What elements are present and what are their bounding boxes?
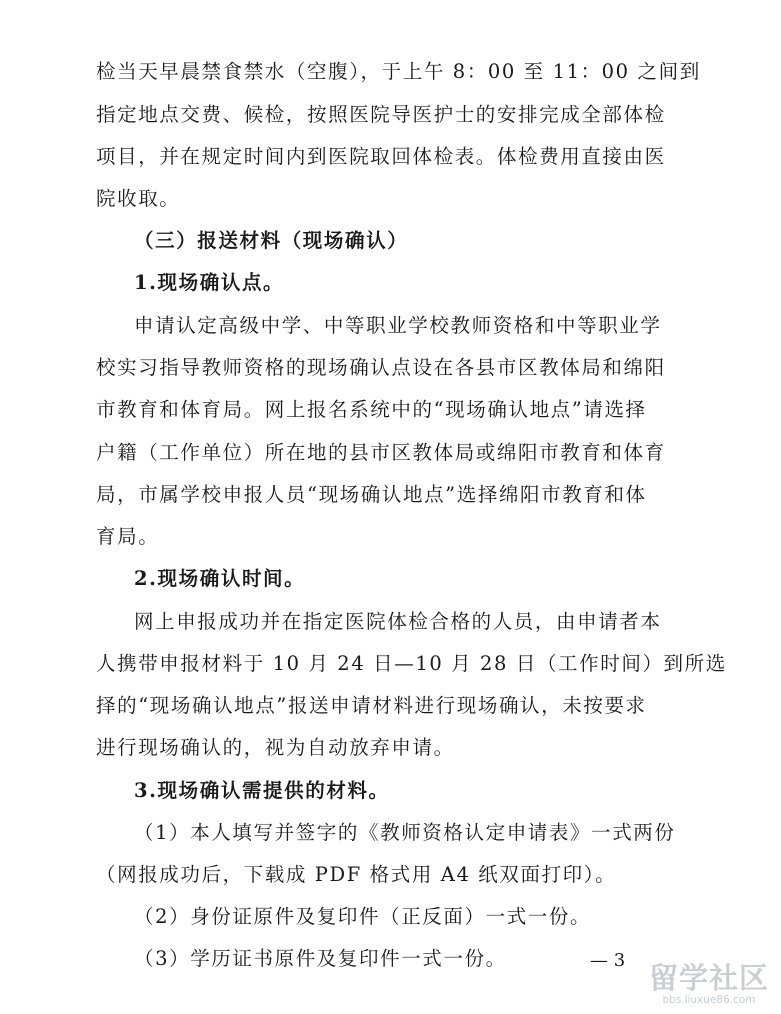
body-text-line: （网报成功后，下载成 PDF 格式用 A4 纸双面打印）。 <box>96 863 617 886</box>
body-text-line: 市教育和体育局。网上报名系统中的“现场确认地点”请选择 <box>96 398 647 421</box>
body-text-line: 校实习指导教师资格的现场确认点设在各县市区教体局和绵阳 <box>96 356 666 379</box>
page-number: — 3 <box>590 950 626 971</box>
body-text-line: 户籍（工作单位）所在地的县市区教体局或绵阳市教育和体育 <box>96 441 666 464</box>
subsection-heading: 1.现场确认点。 <box>134 271 285 294</box>
body-text-line: 局，市属学校申报人员“现场确认地点”选择绵阳市教育和体 <box>96 483 647 506</box>
subsection-heading: 3.现场确认需提供的材料。 <box>134 779 390 802</box>
list-item: （1）本人填写并签字的《教师资格认定申请表》一式两份 <box>134 821 676 844</box>
subsection-heading: 2.现场确认时间。 <box>134 567 306 590</box>
list-item: （2）身份证原件及复印件（正反面）一式一份。 <box>134 905 592 928</box>
body-text-line: 人携带申报材料于 10 月 24 日—10 月 28 日（工作时间）到所选 <box>96 652 727 675</box>
body-text-line: 择的“现场确认地点”报送申请材料进行现场确认，未按要求 <box>96 694 647 717</box>
body-text-line: 院收取。 <box>96 187 181 210</box>
section-heading: （三）报送材料（现场确认） <box>134 229 409 252</box>
body-text-line: 检当天早晨禁食禁水（空腹），于上午 8：00 至 11：00 之间到 <box>96 60 701 83</box>
body-text-line: 申请认定高级中学、中等职业学校教师资格和中等职业学 <box>134 314 662 337</box>
body-text-line: 项目，并在规定时间内到医院取回体检表。体检费用直接由医 <box>96 145 666 168</box>
watermark-logo <box>640 962 778 1012</box>
list-item: （3）学历证书原件及复印件一式一份。 <box>134 947 507 970</box>
watermark-brand: 留学社区 <box>648 961 769 995</box>
body-text-line: 指定地点交费、候检，按照医院导医护士的安排完成全部体检 <box>96 103 666 126</box>
body-text-line: 网上申报成功并在指定医院体检合格的人员，由申请者本 <box>134 610 662 633</box>
body-text-line: 育局。 <box>96 525 160 548</box>
watermark-url: bbs.liuxue86.com <box>662 994 756 1006</box>
body-text-line: 进行现场确认的，视为自动放弃申请。 <box>96 736 455 759</box>
